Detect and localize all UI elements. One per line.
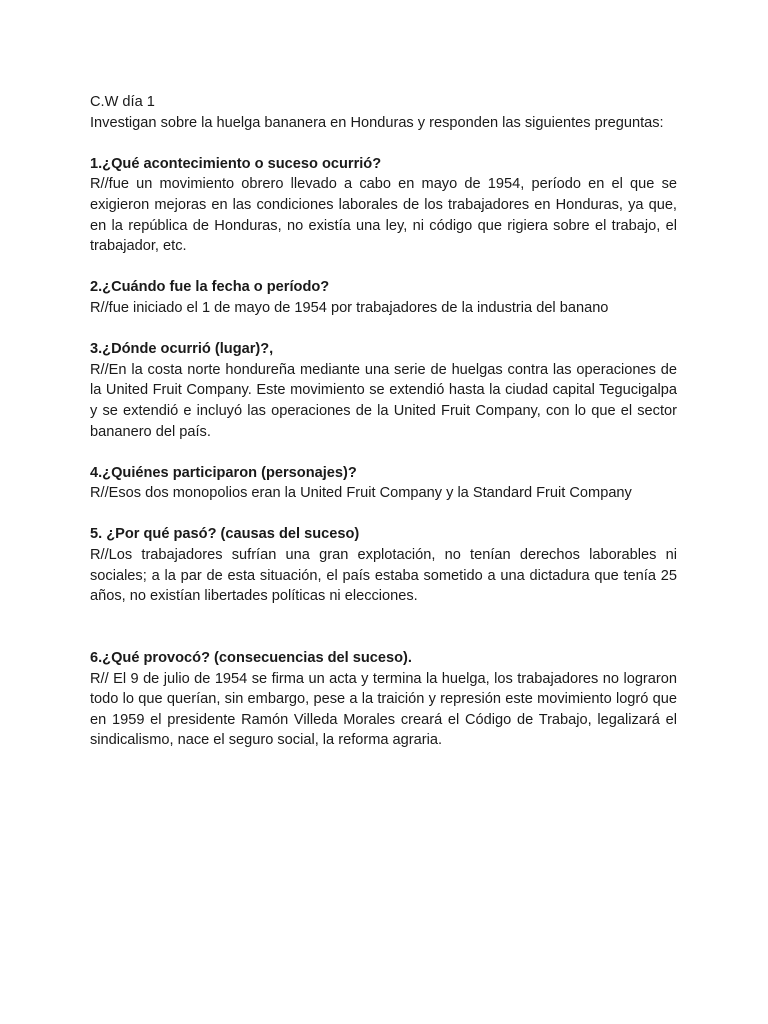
question-block-3: [90, 339, 677, 442]
question-1-heading: 1.¿Qué acontecimiento o suceso ocurrió?: [90, 155, 382, 172]
question-4-answer: R//Esos dos monopolios eran la United Fruit Company y la Standard Fruit Company: [90, 485, 632, 502]
question-3-answer: R//En la costa norte hondureña mediante una serie de huelgas contra las operaciones de la United Fruit Company. Este movimiento se extendió hasta la ciudad capital Tegucigalpa y se extendió e incluyó las operaciones de la United Fruit Company, con lo que el sector bananero del país.: [90, 361, 677, 440]
document-title: C.W día 1: [90, 94, 155, 110]
document-instruction: Investigan sobre la huelga bananera en Honduras y responden las siguientes preguntas:: [90, 114, 664, 131]
document-header: [90, 92, 677, 133]
question-block-5: [90, 524, 677, 606]
question-block-6: [90, 648, 677, 751]
question-5-answer: R//Los trabajadores sufrían una gran explotación, no tenían derechos laborables ni sociales; a la par de esta situación, el país estaba sometido a una dictadura que tenía 25 años, no existían libertades políticas ni elecciones.: [90, 547, 677, 605]
question-1-answer: R//fue un movimiento obrero llevado a cabo en mayo de 1954, período en el que se exigieron mejoras en las condiciones laborales de los trabajadores en Honduras, ya que, en la república de Honduras, no existía una ley, ni código que rigiera sobre el trabajo, el trabajador, etc.: [90, 176, 677, 255]
question-2-heading: 2.¿Cuándo fue la fecha o período?: [90, 279, 330, 296]
question-block-4: [90, 463, 677, 504]
question-block-2: [90, 277, 677, 318]
question-6-heading: 6.¿Qué provocó? (consecuencias del suceso).: [90, 650, 412, 667]
question-4-heading: 4.¿Quiénes participaron (personajes)?: [90, 464, 357, 481]
question-5-heading: 5. ¿Por qué pasó? (causas del suceso): [90, 526, 360, 543]
question-block-1: [90, 154, 677, 257]
question-6-answer: R// El 9 de julio de 1954 se firma un acta y termina la huelga, los trabajadores no lograron todo lo que querían, sin embargo, pese a la traición y represión este movimiento logró que en 1959 el presidente Ramón Villeda Morales creará el Código de Trabajo, legalizará el sindicalismo, nace el seguro social, la reforma agraria.: [90, 670, 677, 749]
document-page: [90, 92, 677, 751]
question-3-heading: 3.¿Dónde ocurrió (lugar)?,: [90, 341, 274, 358]
question-2-answer: R//fue iniciado el 1 de mayo de 1954 por trabajadores de la industria del banano: [90, 299, 609, 316]
